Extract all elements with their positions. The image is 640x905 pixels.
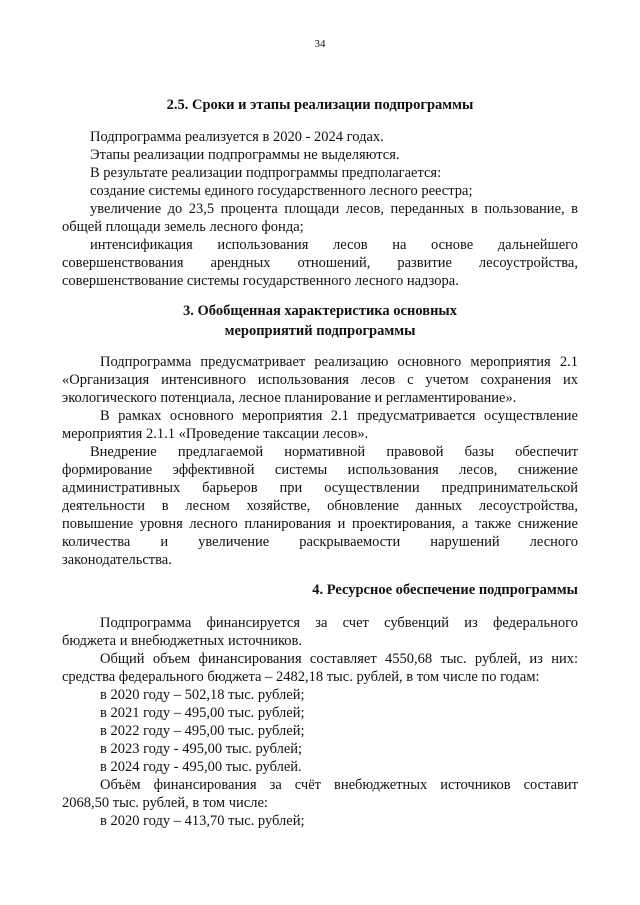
paragraph-line: законодательства.: [62, 552, 172, 568]
paragraph-line: совершенствования арендных отношений, развитие лесоустройства,: [62, 255, 578, 271]
funding-year-line: в 2020 году – 502,18 тыс. рублей;: [100, 687, 305, 703]
paragraph-line: В рамках основного мероприятия 2.1 предусматривается осуществление: [100, 408, 578, 424]
paragraph-line: «Организация интенсивного использования лесов с учетом сохранения их: [62, 372, 578, 388]
paragraph-line: общей площади земель лесного фонда;: [62, 219, 304, 235]
paragraph-line: Этапы реализации подпрограммы не выделяются.: [90, 147, 400, 163]
section-4-heading: 4. Ресурсное обеспечение подпрограммы: [312, 582, 578, 598]
funding-year-line: в 2021 году – 495,00 тыс. рублей;: [100, 705, 305, 721]
funding-year-line: в 2023 году - 495,00 тыс. рублей;: [100, 741, 303, 757]
funding-year-line: в 2024 году - 495,00 тыс. рублей.: [100, 759, 302, 775]
paragraph-line: Подпрограмма предусматривает реализацию основного мероприятия 2.1: [100, 354, 578, 370]
paragraph-line: экологического потенциала, лесное планирование и регламентирование».: [62, 390, 517, 406]
paragraph-line: В результате реализации подпрограммы предполагается:: [90, 165, 442, 181]
paragraph-line: Подпрограмма реализуется в 2020 - 2024 годах.: [90, 129, 384, 145]
paragraph-line: деятельности в лесном хозяйстве, обновление данных лесоустройства,: [62, 498, 578, 514]
page-number: 34: [314, 38, 326, 50]
section-2-5-heading: 2.5. Сроки и этапы реализации подпрограммы: [166, 97, 474, 113]
section-3-heading-line-2: мероприятий подпрограммы: [224, 323, 416, 339]
section-3-heading: [62, 301, 578, 341]
paragraph-line: Объём финансирования за счёт внебюджетных источников составит: [100, 777, 578, 793]
paragraph-line: количества и увеличение раскрываемости нарушений лесного: [62, 534, 578, 550]
funding-year-line: в 2020 году – 413,70 тыс. рублей;: [100, 813, 305, 829]
paragraph-line: Подпрограмма финансируется за счет субвенций из федерального: [100, 615, 578, 631]
paragraph-line: создание системы единого государственного лесного реестра;: [90, 183, 473, 199]
paragraph-line: увеличение до 23,5 процента площади лесов, переданных в пользование, в: [90, 201, 578, 217]
paragraph-line: Общий объем финансирования составляет 4550,68 тыс. рублей, из них:: [100, 651, 578, 667]
paragraph-line: административных барьеров при осуществлении предпринимательской: [62, 480, 578, 496]
paragraph-line: средства федерального бюджета – 2482,18 тыс. рублей, в том числе по годам:: [62, 669, 540, 685]
paragraph-line: интенсификация использования лесов на основе дальнейшего: [90, 237, 578, 253]
paragraph-line: бюджета и внебюджетных источников.: [62, 633, 303, 649]
paragraph-line: Внедрение предлагаемой нормативной правовой базы обеспечит: [90, 444, 578, 460]
paragraph-line: совершенствование системы государственного лесного надзора.: [62, 273, 459, 289]
paragraph-line: 2068,50 тыс. рублей, в том числе:: [62, 795, 268, 811]
paragraph-line: формирование эффективной системы использования лесов, снижение: [62, 462, 578, 478]
section-3-heading-line-1: 3. Обобщенная характеристика основных: [182, 303, 457, 319]
paragraph-line: повышение уровня лесного планирования и проектирования, а также снижение: [62, 516, 578, 532]
paragraph-line: мероприятия 2.1.1 «Проведение таксации лесов».: [62, 426, 369, 442]
funding-year-line: в 2022 году – 495,00 тыс. рублей;: [100, 723, 305, 739]
